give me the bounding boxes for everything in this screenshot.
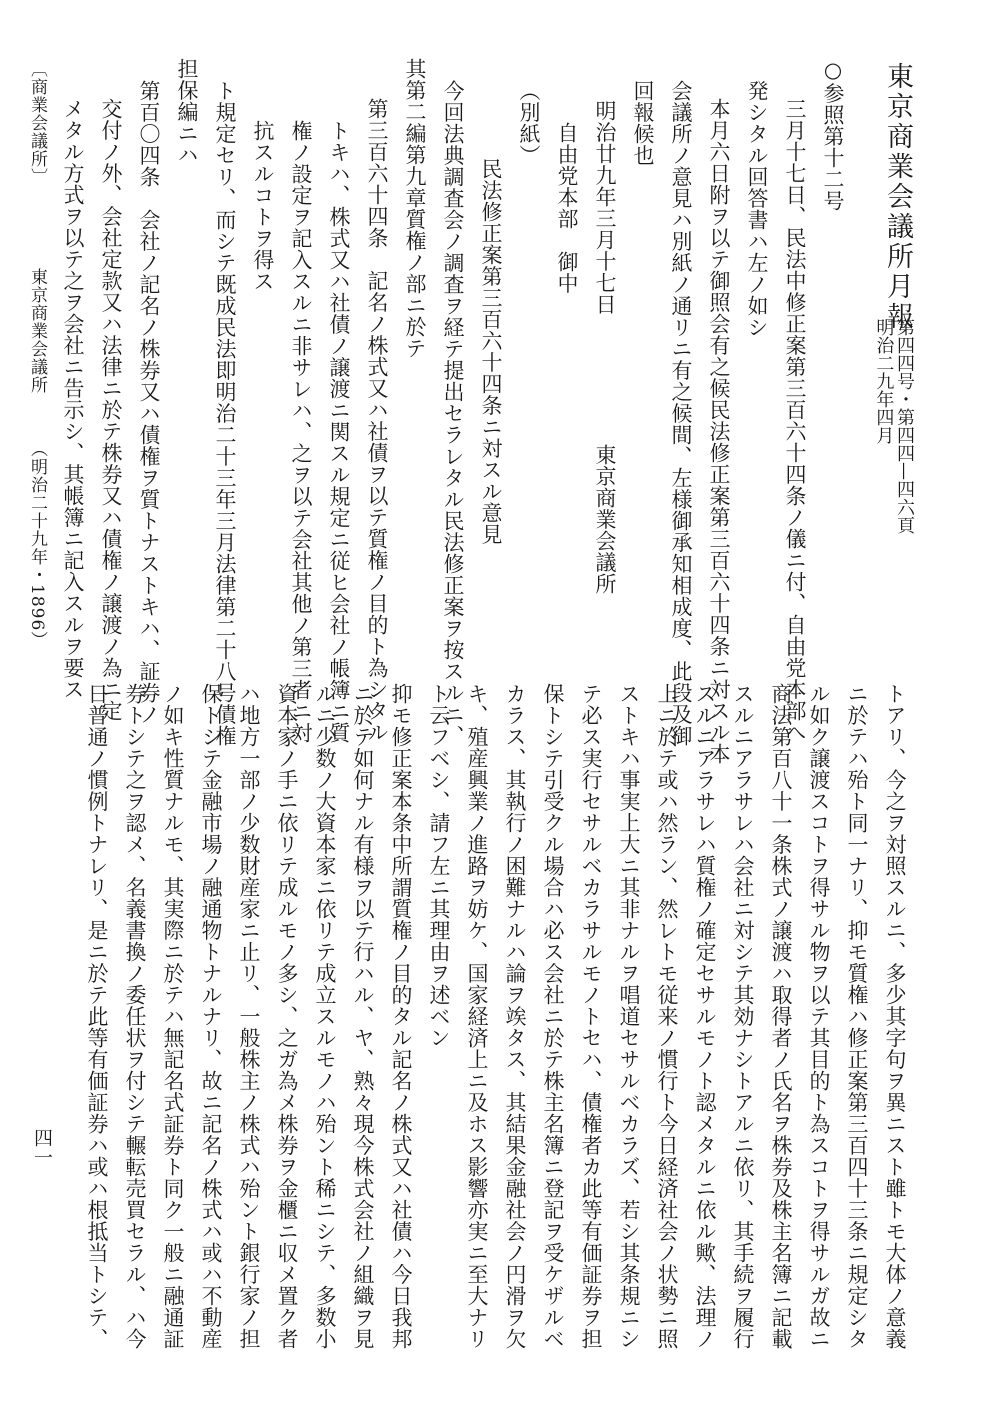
text-column: ニ於テ如何ナル有様ヲ以テ行ハル、ヤ、熟々現今株式会社ノ組織ヲ見 xyxy=(351,683,375,1350)
letter-date-signature: 明治廿九年三月十七日 東京商業会議所 xyxy=(593,100,617,595)
issue-info xyxy=(870,318,914,534)
text-column: 回報候也 xyxy=(631,80,655,166)
text-column: 抑モ修正案本条中所謂質権ノ目的タル記名ノ株式又ハ社債ハ今日我邦 xyxy=(389,683,413,1350)
text-column: 交付ノ外、会社定款又ハ法律ニ於テ株券又ハ債権ノ譲渡ノ為ニ定 xyxy=(99,98,123,722)
appendix-label: （別紙） xyxy=(517,80,541,166)
text-column: 権ノ設定ヲ記入スルニ非サレハ、之ヲ以テ会社其他ノ第三者ニ対 xyxy=(289,120,313,744)
text-column: 発シタル回答書ハ左ノ如シ xyxy=(745,80,769,338)
publisher-name: 東京商業会議所 xyxy=(27,268,47,394)
letter-addressee: 自由党本部 御中 xyxy=(555,122,579,294)
text-column: 券トシテ之ヲ認メ、名義書換ノ委任状ヲ付シテ輾転売買セラル、ハ今 xyxy=(123,683,147,1350)
text-column: 抗スルコトヲ得ス xyxy=(251,120,275,292)
text-column: 日普通ノ慣例トナレリ、是ニ於テ此等有価証券ハ或ハ根抵当トシテ、 xyxy=(85,683,109,1350)
text-column: 保トシテ引受クル場合ハ必ス会社ニ於テ株主名簿ニ登記ヲ受ケザルベ xyxy=(541,683,565,1350)
text-column: ト規定セリ、而シテ既成民法即明治二十三年三月法律第二十八号債権 xyxy=(213,80,237,747)
text-column: ○参照第十二号 xyxy=(821,58,845,212)
text-column: 第三百六十四条 記名ノ株式又ハ社債ヲ以テ質権ノ目的ト為シタル xyxy=(365,98,389,743)
section-heading: 民法修正案第三百六十四条ニ対スル意見 xyxy=(479,158,503,545)
text-column: 担保編ニハ xyxy=(175,58,199,166)
journal-title: 東京商業会議所月報 xyxy=(882,62,913,332)
text-column: 商法第百八十一条株式ノ譲渡ハ取得者ノ氏名ヲ株券及株主名簿ニ記載 xyxy=(769,683,793,1350)
text-column: 資本家ノ手ニ依リテ成ルモノ多シ、之ガ為メ株券ヲ金櫃ニ収メ置ク者 xyxy=(275,683,299,1350)
text-column: ニ於テハ殆ト同一ナリ、抑モ質権ハ修正案第三百四十三条ニ規定シタ xyxy=(845,683,869,1350)
page-number: 四一 xyxy=(31,1128,53,1167)
text-column: ルニ少数ノ大資本家ニ依リテ成立スルモノハ殆ント稀ニシテ、多数小 xyxy=(313,683,337,1350)
text-column: 第百〇四条 会社ノ記名ノ株券又ハ債権ヲ質トナストキハ、証券ノ xyxy=(137,80,161,725)
text-column: スルニアラサレハ質権ノ確定セサルモノト認メタルニ依ル歟、法理ノ xyxy=(693,683,717,1350)
text-column: トキハ、株式又ハ社債ノ譲渡ニ関スル規定ニ従ヒ会社ノ帳簿ニ質 xyxy=(327,120,351,744)
text-column: テ必ス実行セサルベカラサルモノトセハ、債権者カ此等有価証券ヲ担 xyxy=(579,683,603,1350)
text-column: スルニアラサレハ会社ニ対シテ其効ナシトアルニ依リ、其手続ヲ履行 xyxy=(731,683,755,1350)
text-column: 三月十七日、民法中修正案第三百六十四条ノ儀ニ付、自由党本部へ xyxy=(783,98,807,743)
text-column: ストキハ事実上大ニ其非ナルヲ唱道セサルベカラズ、若シ其条規ニシ xyxy=(617,683,641,1350)
text-column: 上ニ於テ或ハ然ラン、然レトモ従来ノ慣行ト今日経済社会ノ状勢ニ照 xyxy=(655,683,679,1350)
text-column: ト云フベシ、請フ左ニ其理由ヲ述ベン xyxy=(427,683,451,1049)
text-column: トアリ、今之ヲ対照スルニ、多少其字句ヲ異ニスト雖トモ大体ノ意義 xyxy=(883,683,907,1350)
text-column: カラス、其執行ノ困難ナルハ論ヲ竢タス、其結果金融社会ノ円滑ヲ欠 xyxy=(503,683,527,1350)
text-column: ル如ク譲渡スコトヲ得サル物ヲ以テ其目的ト為スコトヲ得サルガ故ニ xyxy=(807,683,831,1350)
issue-date: 明治二九年四月 xyxy=(873,318,895,444)
publication-date: （明治二十九年・1896） xyxy=(27,440,47,650)
text-column: 今回法典調査会ノ調査ヲ経テ提出セラレタル民法修正案ヲ按スルニ、 xyxy=(441,80,465,747)
text-column: ハ地方一部ノ少数財産家ニ止リ、一般株主ノ株式ハ殆ント銀行家ノ担 xyxy=(237,683,261,1350)
text-column: メタル方式ヲ以テ之ヲ会社ニ告示シ、其帳簿ニ記入スルヲ要ス xyxy=(61,98,85,700)
source-label: 〔商業会議所〕 xyxy=(27,60,47,186)
text-column: 会議所ノ意見ハ別紙ノ通リニ有之候間、左様御承知相成度、此段及御 xyxy=(669,80,693,747)
text-column: 本月六日附ヲ以テ御照会有之候民法修正案第三百六十四条ニ対スル本 xyxy=(707,98,731,765)
text-column: ノ如キ性質ナルモ、其実際ニ於テハ無記名式証券ト同ク一般ニ融通証 xyxy=(161,683,185,1350)
text-column: 其第二編第九章質権ノ部ニ於テ xyxy=(403,58,427,359)
text-column: 保トシテ金融市場ノ融通物トナルナリ、故ニ記名ノ株式ハ或ハ不動産 xyxy=(199,683,223,1350)
issue-pages: 第四四号・第四四—四六頁 xyxy=(894,318,915,534)
text-column: キ、殖産興業ノ進路ヲ妨ケ、国家経済上ニ及ホス影響亦実ニ至大ナリ xyxy=(465,683,489,1350)
